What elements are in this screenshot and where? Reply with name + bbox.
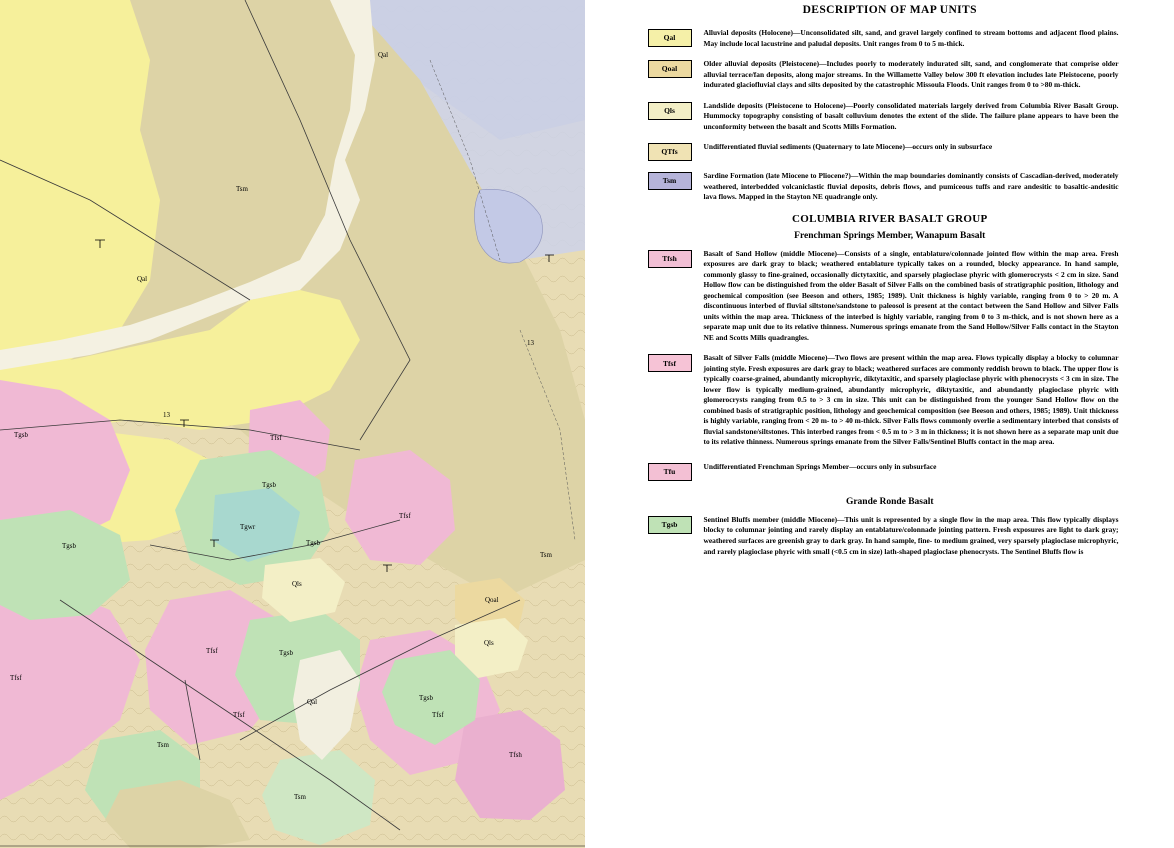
legend-item-tfsf xyxy=(586,353,1174,448)
swatch-label-tfsh: Tfsh xyxy=(662,253,677,263)
legend-item-tfu xyxy=(586,462,1174,481)
unit-lead-qal: Alluvial deposits (Holocene) xyxy=(703,28,793,37)
swatch-label-tfsf: Tfsf xyxy=(663,358,676,368)
swatch-tsm xyxy=(648,172,692,190)
map-graphic xyxy=(0,0,585,848)
swatch-qal xyxy=(648,29,692,47)
swatch-label-qls: Qls xyxy=(664,105,675,115)
svg-text:13: 13 xyxy=(163,411,170,419)
svg-text:Tgwr: Tgwr xyxy=(240,523,256,531)
unit-description-qls xyxy=(704,101,1119,133)
unit-description-qal xyxy=(704,28,1119,49)
legend-item-qtfs xyxy=(586,142,1174,161)
svg-text:Tfsh: Tfsh xyxy=(509,751,522,759)
svg-text:Tfsf: Tfsf xyxy=(399,512,411,520)
unit-body-tfsh: —Consists of a single, entablature/colonnade jointed flow within the map area. Fresh exposures are dark gray to black; weathered entablature typically takes on a rounded, blocky appearance. In hand sample, commonly glassy to fine-grained, occasionally dictytaxitic, and sparsely plagioclase phyric with glomerocrysts < 2 cm in size. Sand Hollow flow can be distinguished from the older Basalt of Silver Falls on the combined basis of stratigraphic position, lithology and geochemical composition (see Beeson and others, 1985; 1989). Unit thickness is highly variable, ranging from 0 to > 20 m. A discontinuous interbed of fluvial siltstone/sandstone to paleosol is present at the contact between the Sand Hollow and Silver Falls units within the map area. Thickness of the interbed is highly variable, ranging from 0 to 3 m-thick, and is not shown here as a separate map unit due to its relative thinness. Numerous springs emanate from the Sand Hollow/Silver Falls contact in the Stayton NE and Scotts Mills quadrangles. xyxy=(703,248,1119,342)
map-unit-descriptions xyxy=(586,0,1174,848)
legend-item-qls xyxy=(586,101,1174,133)
unit-lead-tsm: Sardine Formation (late Miocene to Pliocene?) xyxy=(703,171,851,181)
svg-text:Tfsf: Tfsf xyxy=(270,434,282,442)
subgroup-heading-grande-ronde: Grande Ronde Basalt xyxy=(845,496,934,507)
legend-item-qoal xyxy=(586,59,1174,91)
swatch-label-qoal: Qoal xyxy=(661,64,678,74)
svg-text:Qoal: Qoal xyxy=(485,596,499,604)
svg-text:Qls: Qls xyxy=(484,639,494,647)
swatch-label-qtfs: QTfs xyxy=(661,147,678,157)
svg-text:Qal: Qal xyxy=(137,275,148,283)
svg-text:Tgsb: Tgsb xyxy=(262,481,276,489)
unit-body-qal: —Unconsolidated silt, sand, and gravel largely confined to stream bottoms and adjacent flood plains. May include local lacustrine and paludal deposits. Unit ranges from 0 to 5 m-thick. xyxy=(703,28,1119,48)
swatch-qls xyxy=(648,102,692,120)
swatch-label-tsm: Tsm xyxy=(662,176,677,186)
svg-text:Qls: Qls xyxy=(292,580,302,588)
unit-description-qoal xyxy=(704,59,1119,91)
svg-text:Qal: Qal xyxy=(378,51,389,59)
swatch-tgsb xyxy=(648,516,692,534)
swatch-label-qal: Qal xyxy=(663,33,676,43)
unit-body-qls: —Poorly consolidated materials largely derived from Columbia River Basalt Group. Hummocky topography consisting of basalt colluvium denotes the extent of the slide. The failure plane appears to have been the unconformity between the basalt and Scotts Mills Formation. xyxy=(703,100,1119,131)
unit-body-qoal: —Includes poorly to moderately indurated silt, sand, and conglomerate that comprise older alluvial terrace/fan deposits, along major streams. In the Willamette Valley below 300 ft elevation includes late Pleistocene, poorly indurated glaciofluvial clays and silts deposited by the catastrophic Missoula Floods. Unit ranges from 0 to >80 m-thick. xyxy=(703,59,1119,90)
geologic-map[interactable] xyxy=(0,0,586,848)
legend-title: DESCRIPTION OF MAP UNITS xyxy=(802,4,977,16)
svg-text:Tsm: Tsm xyxy=(540,551,552,559)
unit-description-tgsb xyxy=(704,515,1119,557)
svg-text:Tfsf: Tfsf xyxy=(432,711,444,719)
swatch-tfu xyxy=(648,463,692,481)
unit-lead-tgsb: Sentinel Bluffs member (middle Miocene) xyxy=(703,514,838,524)
unit-description-tfsf xyxy=(704,353,1119,448)
svg-text:13: 13 xyxy=(527,339,534,347)
unit-lead-tfu: Undifferentiated Frenchman Springs Member xyxy=(703,461,850,471)
svg-text:Tfsf: Tfsf xyxy=(206,647,218,655)
unit-lead-tfsf: Basalt of Silver Falls (middle Miocene) xyxy=(703,353,828,363)
unit-body-tsm: —Within the map boundaries dominantly consists of Cascadian-derived, moderately weathered, interbedded volcaniclastic fluvial deposits, debris flows, and pumiceous tuffs and rare andesitic to basaltic-andesitic lava flows. Mapped in the Stayton NE quadrangle only. xyxy=(703,171,1119,202)
svg-text:Tgsb: Tgsb xyxy=(14,431,28,439)
unit-lead-qoal: Older alluvial deposits (Pleistocene) xyxy=(703,59,820,69)
swatch-qtfs xyxy=(648,143,692,161)
legend-item-tgsb xyxy=(586,515,1174,557)
unit-body-qtfs: —occurs only in subsurface xyxy=(904,142,993,152)
swatch-tfsh xyxy=(648,250,692,268)
svg-text:Tsm: Tsm xyxy=(157,741,169,749)
unit-body-tfsf: —Two flows are present within the map area. Flows typically display a blocky to columnar jointing style. Fresh exposures are dark gray to black; weathered surfaces are commonly reddish brown to black. The upper flow is typically coarse-grained, abundantly microphyric, diktytaxitic, and sparsely plagioclase phyric with phenocrysts < 3 cm in size. The lower flow is typically medium-grained, abundantly microphyric, diktytaxitic, and abundantly plagioclase phyric with glomerocrysts ranging from 0.5 to > 3 cm in size. This unit can be distinguished from the younger Sand Hollow flow on the combined basis of stratigraphic position, lithology and geochemical composition (see Beeson and others, 1985; 1989). Unit thickness is highly variable, ranging from < 20 m- to > 40 m-thick. Silver Falls flows commonly overlie a sedimentary interbed that consists of fluvial sandstone/siltstones. This interbed ranges from < 0.5 m to > 3 m in thickness; it is not shown here as a separate map unit due to its relative thinness. Numerous springs emanate from the Silver Falls/Sentinel Bluffs contact in the map area. xyxy=(703,353,1119,447)
swatch-label-tgsb: Tgsb xyxy=(661,520,678,530)
group-heading-crbg: COLUMBIA RIVER BASALT GROUP xyxy=(792,212,988,225)
swatch-tfsf xyxy=(648,354,692,372)
svg-text:Tfsf: Tfsf xyxy=(10,674,22,682)
unit-description-qtfs xyxy=(704,142,1119,153)
unit-body-tfu: —occurs only in subsurface xyxy=(849,461,937,471)
svg-text:Tgsb: Tgsb xyxy=(62,542,76,550)
svg-text:Tgsb: Tgsb xyxy=(419,694,433,702)
legend-item-qal xyxy=(586,28,1174,49)
svg-text:Tfsf: Tfsf xyxy=(233,711,245,719)
unit-body-tgsb: —This unit is represented by a single flow in the map area. This flow typically displays blocky to columnar jointing and rarely display an entablature/colonnade jointing pattern. Fresh exposures are light to dark gray; weathered surfaces are greenish gray to dark gray. In hand sample, fine- to medium grained, very sparsely plagioclase microphyric, and rarely plagioclase phyric with small (<0.5 cm in size) lath-shaped plagioclase phenocrysts. The Sentinel Bluffs flow is xyxy=(703,514,1119,556)
svg-text:Tgsb: Tgsb xyxy=(306,539,320,547)
unit-description-tfu xyxy=(704,462,1119,473)
subgroup-heading-frenchman: Frenchman Springs Member, Wanapum Basalt xyxy=(794,230,986,241)
legend-item-tsm xyxy=(586,171,1174,203)
svg-text:Tsm: Tsm xyxy=(294,793,306,801)
unit-lead-tfsh: Basalt of Sand Hollow (middle Miocene) xyxy=(703,248,837,258)
unit-description-tsm xyxy=(704,171,1119,203)
svg-text:Tsm: Tsm xyxy=(236,185,248,193)
swatch-qoal xyxy=(648,60,692,78)
unit-description-tfsh xyxy=(704,249,1119,344)
svg-text:Qal: Qal xyxy=(307,698,318,706)
unit-lead-qtfs: Undifferentiated fluvial sediments (Quaternary to late Miocene) xyxy=(703,142,905,152)
unit-lead-qls: Landslide deposits (Pleistocene to Holocene) xyxy=(703,100,846,110)
legend-item-tfsh xyxy=(586,249,1174,344)
swatch-label-tfu: Tfu xyxy=(663,467,676,477)
svg-text:Tgsb: Tgsb xyxy=(279,649,293,657)
